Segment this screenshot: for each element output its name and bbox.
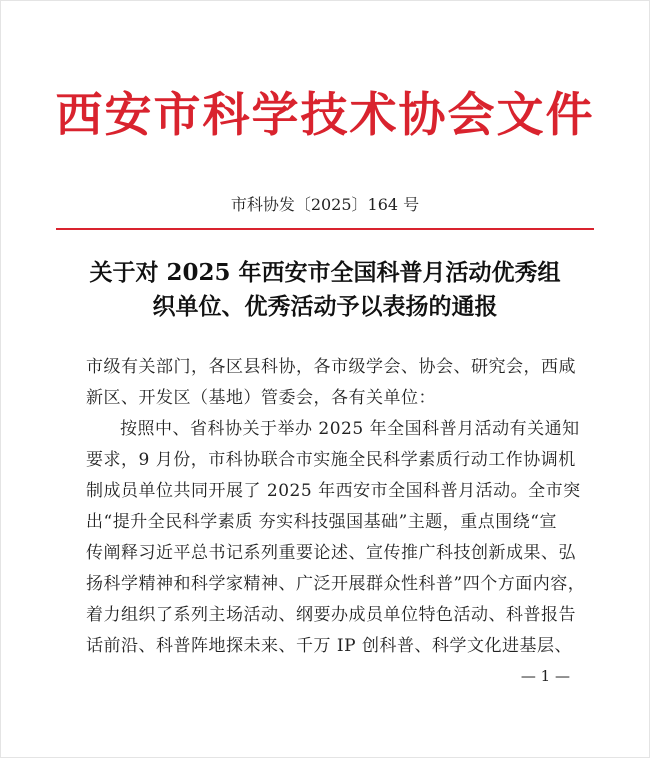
document-title-line-1: 关于对 2025 年西安市全国科普月活动优秀组	[89, 259, 561, 286]
body-line-7: 着力组织了系列主场活动、纲要办成员单位特色活动、科普报告	[86, 605, 576, 625]
body-line-1: 按照中、省科协关于举办 2025 年全国科普月活动有关通知	[120, 419, 580, 439]
body-line-6: 扬科学精神和科学家精神、广泛开展群众性科普”四个方面内容，	[86, 574, 586, 594]
page-number: — 1 —	[520, 667, 570, 685]
body-line-8: 话前沿、科普阵地探未来、千万 IP 创科普、科学文化进基层、	[86, 636, 572, 656]
body-line-4: 出“提升全民科学素质 夯实科技强国基础”主题，重点围绕“宣	[86, 512, 557, 532]
red-divider-line	[56, 228, 594, 230]
document-title-line-2: 织单位、优秀活动予以表扬的通报	[152, 293, 498, 320]
document-number: 市科协发〔2025〕164 号	[230, 195, 420, 214]
body-line-2: 要求，9 月份，市科协联合市实施全民科学素质行动工作协调机	[86, 450, 576, 470]
body-line-5: 传阐释习近平总书记系列重要论述、宣传推广科技创新成果、弘	[86, 543, 576, 563]
salutation-line-2: 新区、开发区（基地）管委会，各有关单位：	[86, 388, 436, 408]
issuer-header: 西安市科学技术协会文件	[55, 88, 595, 143]
body-line-3: 制成员单位共同开展了 2025 年西安市全国科普月活动。全市突	[86, 481, 581, 501]
salutation-line-1: 市级有关部门，各区县科协，各市级学会、协会、研究会，西咸	[86, 357, 576, 377]
